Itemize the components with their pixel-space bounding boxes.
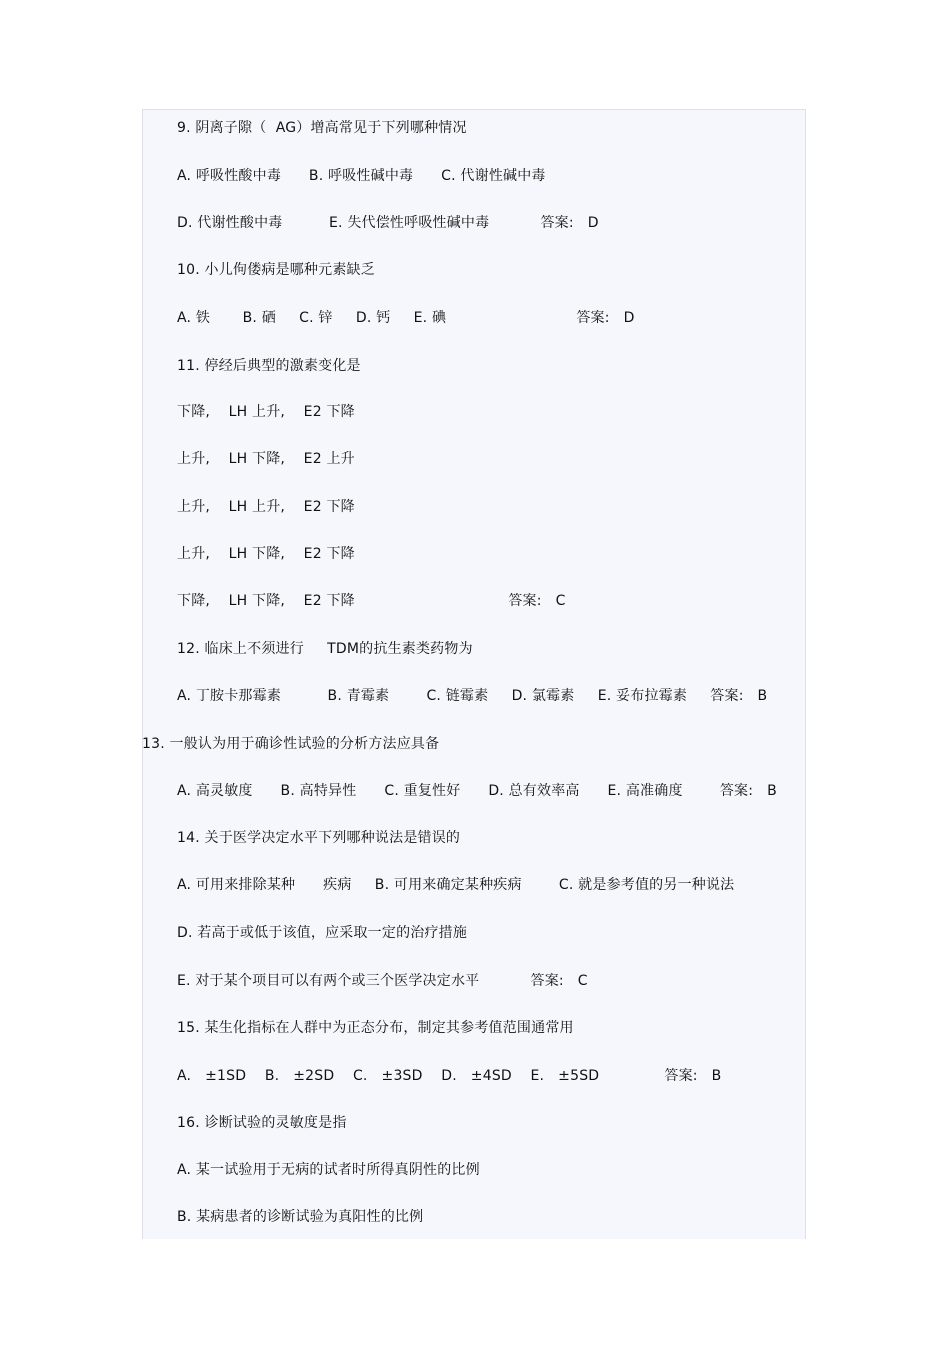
question-13: 13. 一般认为用于确诊性试验的分析方法应具备 — [142, 736, 440, 752]
question-11-option-3: 上升, LH 上升, E2 下降 — [177, 499, 355, 515]
question-9-options-a-c: A. 呼吸性酸中毒 B. 呼吸性碱中毒 C. 代谢性碱中毒 — [177, 168, 546, 184]
question-11-option-2: 上升, LH 下降, E2 上升 — [177, 451, 355, 467]
question-9-options-d-e-answer: D. 代谢性酸中毒 E. 失代偿性呼吸性碱中毒 答案: D — [177, 215, 599, 231]
question-16-option-a: A. 某一试验用于无病的试者时所得真阴性的比例 — [177, 1162, 480, 1178]
question-15-options-answer: A. ±1SD B. ±2SD C. ±3SD D. ±4SD E. ±5SD 答案: B — [177, 1068, 722, 1084]
question-13-options-answer: A. 高灵敏度 B. 高特异性 C. 重复性好 D. 总有效率高 E. 高准确度 答案: B — [177, 783, 777, 799]
question-10-options-answer: A. 铁 B. 硒 C. 锌 D. 钙 E. 碘 答案: D — [177, 310, 635, 326]
question-11: 11. 停经后典型的激素变化是 — [177, 358, 361, 374]
question-16-option-b: B. 某病患者的诊断试验为真阳性的比例 — [177, 1209, 424, 1225]
question-16: 16. 诊断试验的灵敏度是指 — [177, 1115, 347, 1131]
question-12: 12. 临床上不须进行 TDM的抗生素类药物为 — [177, 641, 473, 657]
question-12-options-answer: A. 丁胺卡那霉素 B. 青霉素 C. 链霉素 D. 氯霉素 E. 妥布拉霉素 答案: B — [177, 688, 768, 704]
question-10: 10. 小儿佝偻病是哪种元素缺乏 — [177, 262, 375, 278]
question-14-options-a-c: A. 可用来排除某种 疾病 B. 可用来确定某种疾病 C. 就是参考值的另一种说法 — [177, 877, 735, 893]
question-11-option-4: 上升, LH 下降, E2 下降 — [177, 546, 355, 562]
question-9: 9. 阴离子隙（ AG）增高常见于下列哪种情况 — [177, 120, 467, 136]
question-11-option-5-answer: 下降, LH 下降, E2 下降 答案: C — [177, 593, 566, 609]
question-14-option-e-answer: E. 对于某个项目可以有两个或三个医学决定水平 答案: C — [177, 973, 588, 989]
question-15: 15. 某生化指标在人群中为正态分布，制定其参考值范围通常用 — [177, 1020, 574, 1036]
question-11-option-1: 下降, LH 上升, E2 下降 — [177, 404, 355, 420]
question-14-option-d: D. 若高于或低于该值，应采取一定的治疗措施 — [177, 925, 468, 941]
question-14: 14. 关于医学决定水平下列哪种说法是错误的 — [177, 830, 461, 846]
